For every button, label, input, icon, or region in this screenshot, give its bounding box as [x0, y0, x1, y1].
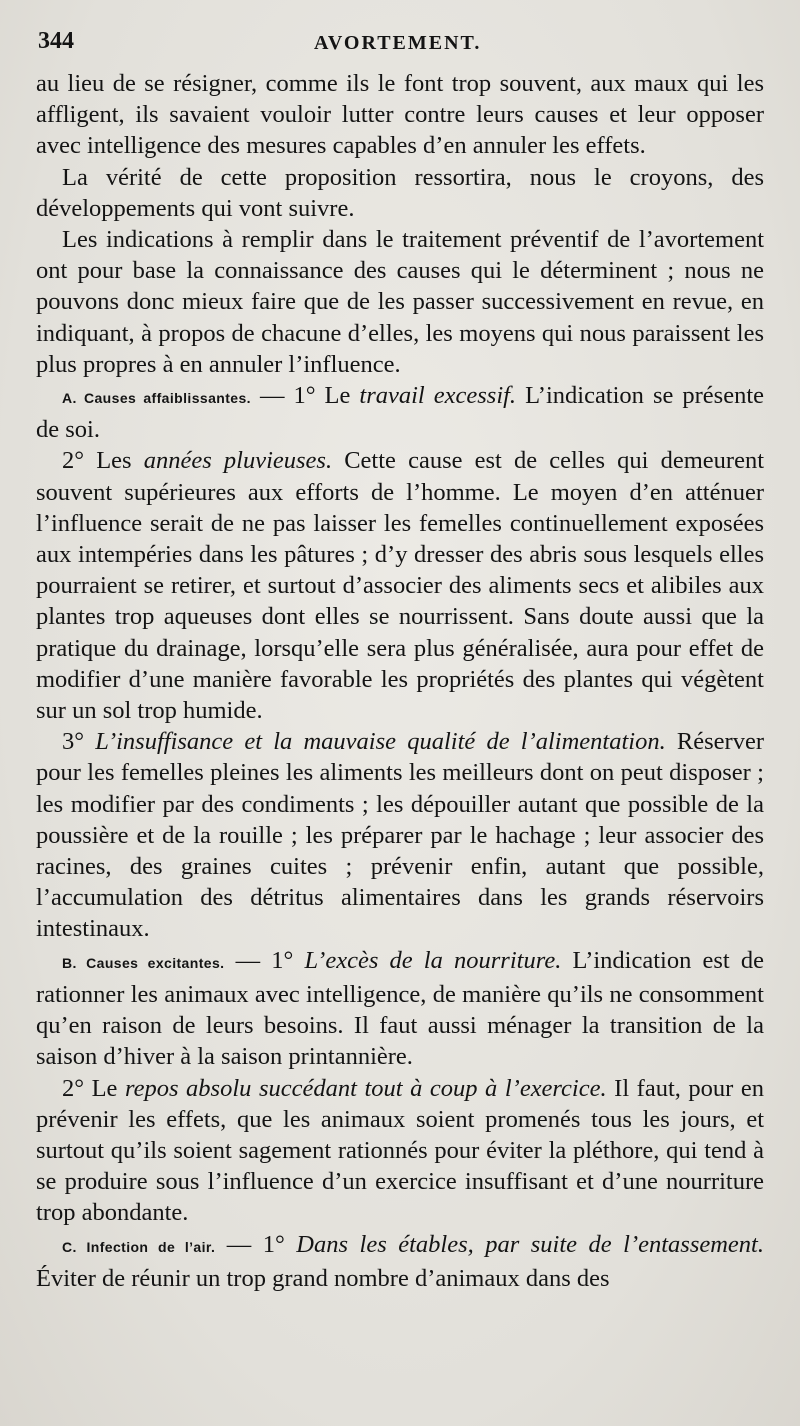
body-text	[36, 68, 764, 1294]
text-run: L’indication est de rationner les animaux avec intelligence, de manière qu’ils ne consomment qu’en raison de leurs besoins. Il faut aussi ménager la transition de la saison d’hiver à la saison printannière.	[36, 946, 764, 1071]
paragraph	[36, 380, 764, 445]
text-run: au lieu de se résigner, comme ils le font trop souvent, aux maux qui les affligent, ils savaient vouloir lutter contre leurs causes et leur opposer avec intelligence des mesures capables d’en annuler les effets.	[36, 70, 764, 160]
text-run: — 1°	[215, 1230, 297, 1258]
paragraph	[36, 1073, 764, 1229]
italic-phrase: L’excès de la nourriture.	[304, 946, 562, 974]
text-run: — 1°	[224, 946, 305, 974]
paragraph	[36, 1229, 764, 1294]
paragraph	[36, 445, 764, 726]
page-number: 344	[38, 28, 74, 54]
paragraph	[36, 945, 764, 1073]
text-run: L’indication se présente de soi.	[36, 382, 765, 444]
paragraph	[36, 162, 764, 224]
text-run: Cette cause est de celles qui demeurent souvent supérieures aux efforts de l’homme. Le moyen d’en atténuer l’influence serait de ne pas laisser les femelles continuellement exposées aux intempéries dans les pâtures ; d’y dresser des abris sous lesquels elles pourraient se retirer, et surtout d’associer des aliments secs et alibiles aux plantes trop aqueuses dont elles se nourrissent. Sans doute aussi que la pratique du drainage, lorsqu’elle sera plus généralisée, aura pour effet de modifier d’une manière favorable les propriétés des plantes qui végètent sur un sol trop humide.	[36, 447, 764, 725]
italic-phrase: repos absolu succédant tout à coup à l’exercice.	[124, 1074, 607, 1102]
text-run: Réserver pour les femelles pleines les aliments les meilleurs dont on peut disposer ; les modifier par des condiments ; les dépouiller autant que possible de la poussière et de la rouille ; les préparer par le hachage ; leur associer des racines, des graines cuites ; prévenir enfin, autant que possible, l’accumulation des détritus alimentaires dans les grands réservoirs intestinaux.	[36, 728, 764, 943]
text-run: Éviter de réunir un trop grand nombre d’animaux dans des	[36, 1264, 610, 1292]
italic-phrase: années pluvieuses.	[143, 447, 333, 475]
text-run: 3°	[62, 728, 96, 756]
running-title: AVORTEMENT.	[314, 32, 482, 54]
text-run: La vérité de cette proposition ressortira, nous le croyons, des développements qui vont suivre.	[36, 163, 764, 222]
text-run: Il faut, pour en prévenir les effets, que les animaux soient promenés tous les jours, et surtout qu’ils soient sagement rationnés pour éviter la pléthore, qui tend à se produire sous l’influence d’un exercice insuffisant et d’une nourriture trop abondante.	[36, 1074, 765, 1227]
section-label: C. Infection de l’air.	[62, 1238, 216, 1255]
paragraph	[36, 68, 764, 162]
italic-phrase: Dans les étables, par suite de l’entassement.	[296, 1230, 764, 1258]
text-run: — 1° Le	[250, 382, 360, 410]
text-run: 2° Le	[62, 1074, 125, 1102]
italic-phrase: travail excessif.	[359, 382, 517, 410]
text-run: Les indications à remplir dans le traitement préventif de l’avortement ont pour base la connaissance des causes qui le déterminent ; nous ne pouvons donc mieux faire que de les passer successivement en revue, en indiquant, à propos de chacune d’elles, les moyens qui nous paraissent les plus propres à en annuler l’influence.	[36, 226, 764, 378]
paragraph	[36, 726, 764, 944]
italic-phrase: L’insuffisance et la mauvaise qualité de l’alimentation.	[95, 728, 666, 756]
paragraph	[36, 224, 764, 380]
text-run: 2° Les	[62, 447, 144, 475]
page-header	[36, 28, 764, 62]
section-label: B. Causes excitantes.	[62, 954, 225, 971]
section-label: A. Causes affaiblissantes.	[62, 390, 251, 407]
